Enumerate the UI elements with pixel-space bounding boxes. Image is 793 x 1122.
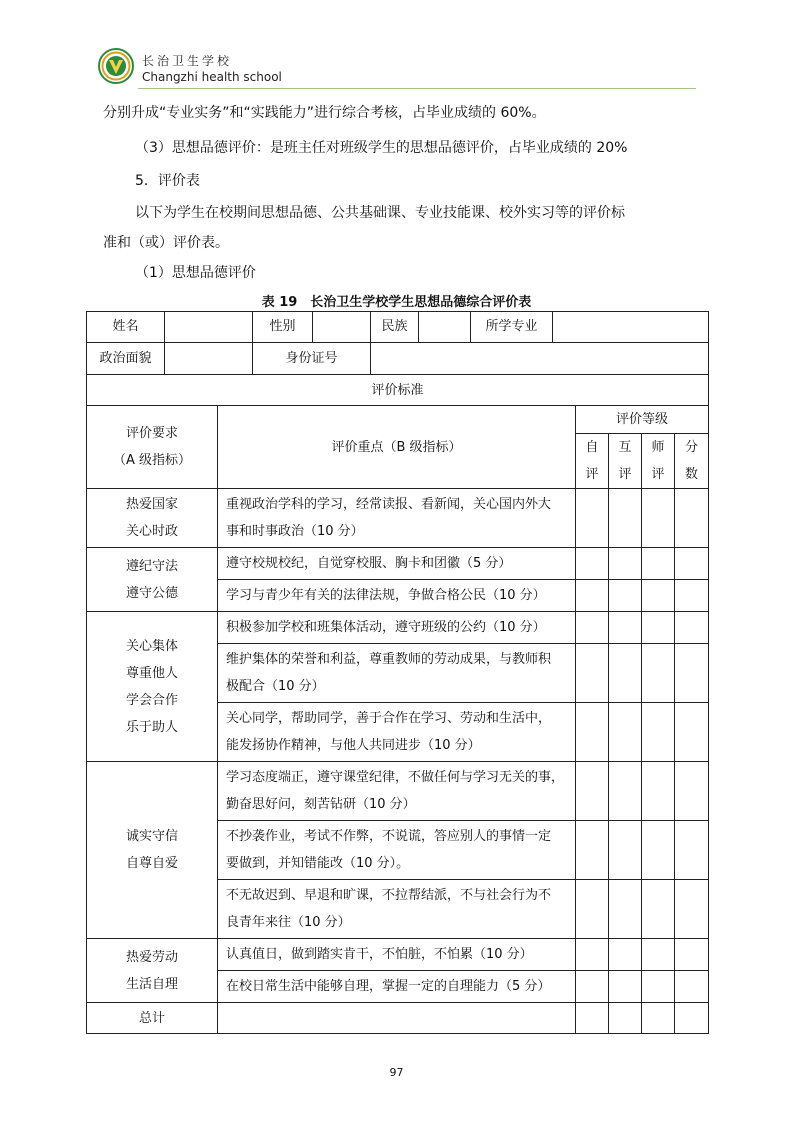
grade-input-cell[interactable] bbox=[675, 489, 709, 548]
grade-col-char-2: 评 bbox=[585, 467, 599, 482]
header-divider bbox=[138, 88, 696, 89]
criterion-a-line: 关心时政 bbox=[125, 524, 178, 539]
standard-header: 评价标准 bbox=[87, 375, 709, 406]
grade-input-cell[interactable] bbox=[576, 580, 609, 612]
criterion-a-line: 生活自理 bbox=[125, 976, 178, 992]
criterion-b-line: 要做到，并知错能改（10 分）。 bbox=[226, 856, 410, 871]
criterion-b bbox=[218, 548, 576, 580]
grade-input-cell[interactable] bbox=[675, 971, 709, 1003]
criterion-b-line: 在校日常生活中能够自理，掌握一定的自理能力（5 分） bbox=[226, 979, 551, 994]
field-gender[interactable] bbox=[313, 312, 371, 342]
field-id-card[interactable] bbox=[371, 343, 709, 374]
paragraph-3-cont: 准和（或）评价表。 bbox=[103, 235, 229, 251]
criterion-b bbox=[218, 612, 576, 644]
grade-input-cell[interactable] bbox=[675, 548, 709, 580]
criterion-b bbox=[218, 580, 576, 612]
total-label: 总计 bbox=[87, 1003, 218, 1034]
grade-input-cell[interactable] bbox=[609, 489, 642, 548]
col-a-header-line1: 评价要求 bbox=[125, 426, 178, 441]
col-a-header-line2: （A 级指标） bbox=[112, 453, 192, 468]
total-grade-cell[interactable] bbox=[609, 1003, 642, 1034]
grade-input-cell[interactable] bbox=[609, 644, 642, 703]
grade-col-char-1: 互 bbox=[618, 440, 632, 455]
grade-input-cell[interactable] bbox=[675, 939, 709, 971]
criterion-b bbox=[218, 971, 576, 1003]
grade-input-cell[interactable] bbox=[576, 880, 609, 939]
total-grade-cell[interactable] bbox=[675, 1003, 709, 1034]
grade-input-cell[interactable] bbox=[576, 489, 609, 548]
grade-input-cell[interactable] bbox=[642, 548, 675, 580]
grade-input-cell[interactable] bbox=[675, 703, 709, 762]
table-row bbox=[87, 612, 709, 644]
criterion-b bbox=[218, 880, 576, 939]
subsection-heading: （1）思想品德评价 bbox=[135, 265, 256, 281]
page-number: 97 bbox=[389, 1066, 404, 1079]
grade-input-cell[interactable] bbox=[609, 703, 642, 762]
criterion-b-line: 认真值日，做到踏实肯干，不怕脏，不怕累（10 分） bbox=[226, 947, 533, 962]
grade-input-cell[interactable] bbox=[609, 762, 642, 821]
student-info-row bbox=[87, 312, 709, 343]
criterion-a bbox=[87, 548, 218, 612]
criterion-b-line: 积极参加学校和班集体活动，遵守班级的公约（10 分） bbox=[226, 620, 546, 635]
col-a-header bbox=[87, 406, 218, 489]
grade-input-cell[interactable] bbox=[642, 612, 675, 644]
label-gender: 性别 bbox=[253, 312, 313, 342]
criterion-b-line: 勤奋思好问，刻苦钻研（10 分） bbox=[226, 797, 416, 812]
criterion-b-line: 事和时事政治（10 分） bbox=[226, 524, 364, 539]
grade-input-cell[interactable] bbox=[675, 821, 709, 880]
criterion-a-line: 学会合作 bbox=[125, 692, 178, 708]
grade-col-char-2: 评 bbox=[618, 467, 632, 482]
page-header bbox=[96, 48, 696, 92]
school-name-cn: 长治卫生学校 bbox=[142, 54, 233, 68]
grade-input-cell[interactable] bbox=[609, 971, 642, 1003]
field-political[interactable] bbox=[165, 343, 253, 374]
label-id-card: 身份证号 bbox=[253, 343, 371, 374]
grade-col-char-1: 自 bbox=[585, 440, 599, 455]
table-row bbox=[87, 762, 709, 821]
grade-col-char-2: 数 bbox=[685, 467, 699, 482]
grade-input-cell[interactable] bbox=[576, 939, 609, 971]
grade-input-cell[interactable] bbox=[675, 762, 709, 821]
criterion-b bbox=[218, 821, 576, 880]
grade-input-cell[interactable] bbox=[609, 880, 642, 939]
criterion-a-line: 遵纪守法 bbox=[125, 558, 178, 574]
grade-input-cell[interactable] bbox=[576, 644, 609, 703]
criterion-b bbox=[218, 489, 576, 548]
label-ethnicity: 民族 bbox=[371, 312, 419, 342]
criterion-a-line: 热爱国家 bbox=[125, 497, 178, 512]
grade-input-cell[interactable] bbox=[675, 880, 709, 939]
criterion-a bbox=[87, 939, 218, 1003]
grade-input-cell[interactable] bbox=[642, 880, 675, 939]
criterion-a bbox=[87, 762, 218, 939]
criterion-a-line: 乐于助人 bbox=[125, 719, 178, 735]
criterion-b-line: 不抄袭作业，考试不作弊，不说谎，答应别人的事情一定 bbox=[226, 829, 552, 844]
criterion-a-line: 诚实守信 bbox=[125, 829, 178, 844]
grade-input-cell[interactable] bbox=[576, 612, 609, 644]
grade-input-cell[interactable] bbox=[642, 971, 675, 1003]
total-grade-cell[interactable] bbox=[576, 1003, 609, 1034]
grade-col-char-2: 评 bbox=[651, 467, 665, 482]
criterion-a bbox=[87, 612, 218, 762]
grade-input-cell[interactable] bbox=[642, 580, 675, 612]
criterion-a-line: 关心集体 bbox=[125, 638, 178, 654]
label-name: 姓名 bbox=[87, 312, 165, 342]
criterion-b-line: 学习态度端正，遵守课堂纪律，不做任何与学习无关的事， bbox=[226, 770, 565, 785]
grade-input-cell[interactable] bbox=[609, 821, 642, 880]
table-row bbox=[87, 548, 709, 580]
grade-input-cell[interactable] bbox=[675, 644, 709, 703]
grade-input-cell[interactable] bbox=[576, 548, 609, 580]
field-major[interactable] bbox=[553, 312, 709, 342]
grade-input-cell[interactable] bbox=[576, 703, 609, 762]
grade-input-cell[interactable] bbox=[642, 703, 675, 762]
grade-input-cell[interactable] bbox=[675, 612, 709, 644]
criterion-b-line: 极配合（10 分） bbox=[226, 679, 325, 694]
criterion-b-line: 不无故迟到、早退和旷课，不拉帮结派，不与社会行为不 bbox=[226, 888, 552, 903]
section-heading: 5．评价表 bbox=[135, 173, 200, 189]
evaluation-table bbox=[86, 311, 709, 1034]
grade-col-header bbox=[576, 434, 609, 489]
grade-col-header bbox=[609, 434, 642, 489]
grade-input-cell[interactable] bbox=[642, 762, 675, 821]
grade-col-header bbox=[642, 434, 675, 489]
school-logo-icon bbox=[98, 48, 134, 84]
grade-input-cell[interactable] bbox=[609, 612, 642, 644]
grade-header: 评价等级 bbox=[576, 406, 709, 434]
criterion-a-line: 自尊自爱 bbox=[125, 856, 178, 871]
criterion-b-line: 良青年来往（10 分） bbox=[226, 915, 351, 930]
grade-input-cell[interactable] bbox=[642, 644, 675, 703]
criterion-b-line: 学习与青少年有关的法律法规，争做合格公民（10 分） bbox=[226, 588, 546, 603]
table-caption: 表 19 长治卫生学校学生思想品德综合评价表 bbox=[261, 295, 532, 310]
criterion-a-line: 热爱劳动 bbox=[125, 949, 178, 965]
criterion-b bbox=[218, 703, 576, 762]
col-b-header: 评价重点（B 级指标） bbox=[218, 406, 576, 489]
grade-col-char-1: 师 bbox=[651, 440, 665, 455]
total-cell[interactable] bbox=[218, 1003, 576, 1034]
criterion-b bbox=[218, 939, 576, 971]
label-major: 所学专业 bbox=[471, 312, 553, 342]
grade-input-cell[interactable] bbox=[576, 762, 609, 821]
table-row bbox=[87, 489, 709, 548]
criterion-b bbox=[218, 644, 576, 703]
criterion-b-line: 维护集体的荣誉和利益，尊重教师的劳动成果，与教师积 bbox=[226, 652, 552, 667]
criterion-b-line: 遵守校规校纪，自觉穿校服、胸卡和团徽（5 分） bbox=[226, 556, 512, 571]
paragraph-2: （3）思想品德评价：是班主任对班级学生的思想品德评价，占毕业成绩的 20% bbox=[135, 140, 628, 156]
criterion-b-line: 重视政治学科的学习，经常读报、看新闻，关心国内外大 bbox=[226, 497, 552, 512]
total-grade-cell[interactable] bbox=[642, 1003, 675, 1034]
criterion-a bbox=[87, 489, 218, 548]
field-name[interactable] bbox=[165, 312, 253, 342]
grade-input-cell[interactable] bbox=[576, 971, 609, 1003]
grade-input-cell[interactable] bbox=[675, 580, 709, 612]
grade-input-cell[interactable] bbox=[609, 580, 642, 612]
student-info-row-2 bbox=[87, 343, 709, 375]
grade-input-cell[interactable] bbox=[642, 489, 675, 548]
grade-col-char-1: 分 bbox=[685, 440, 699, 455]
grade-input-cell[interactable] bbox=[642, 939, 675, 971]
grade-input-cell[interactable] bbox=[642, 821, 675, 880]
grade-input-cell[interactable] bbox=[576, 821, 609, 880]
field-ethnicity[interactable] bbox=[419, 312, 471, 342]
paragraph-3: 以下为学生在校期间思想品德、公共基础课、专业技能课、校外实习等的评价标 bbox=[135, 205, 625, 221]
paragraph-1: 分别升成“专业实务”和“实践能力”进行综合考核，占毕业成绩的 60%。 bbox=[103, 105, 546, 121]
criterion-a-line: 尊重他人 bbox=[125, 665, 178, 681]
criterion-b-line: 关心同学，帮助同学，善于合作在学习、劳动和生活中， bbox=[226, 711, 552, 726]
grade-input-cell[interactable] bbox=[609, 939, 642, 971]
grade-input-cell[interactable] bbox=[609, 548, 642, 580]
criterion-b bbox=[218, 762, 576, 821]
grade-col-header bbox=[675, 434, 709, 489]
label-political: 政治面貌 bbox=[87, 343, 165, 374]
table-row bbox=[87, 939, 709, 971]
criterion-a-line: 遵守公德 bbox=[125, 585, 178, 601]
school-name-en: Changzhi health school bbox=[142, 70, 282, 84]
criterion-b-line: 能发扬协作精神，与他人共同进步（10 分） bbox=[226, 738, 481, 753]
